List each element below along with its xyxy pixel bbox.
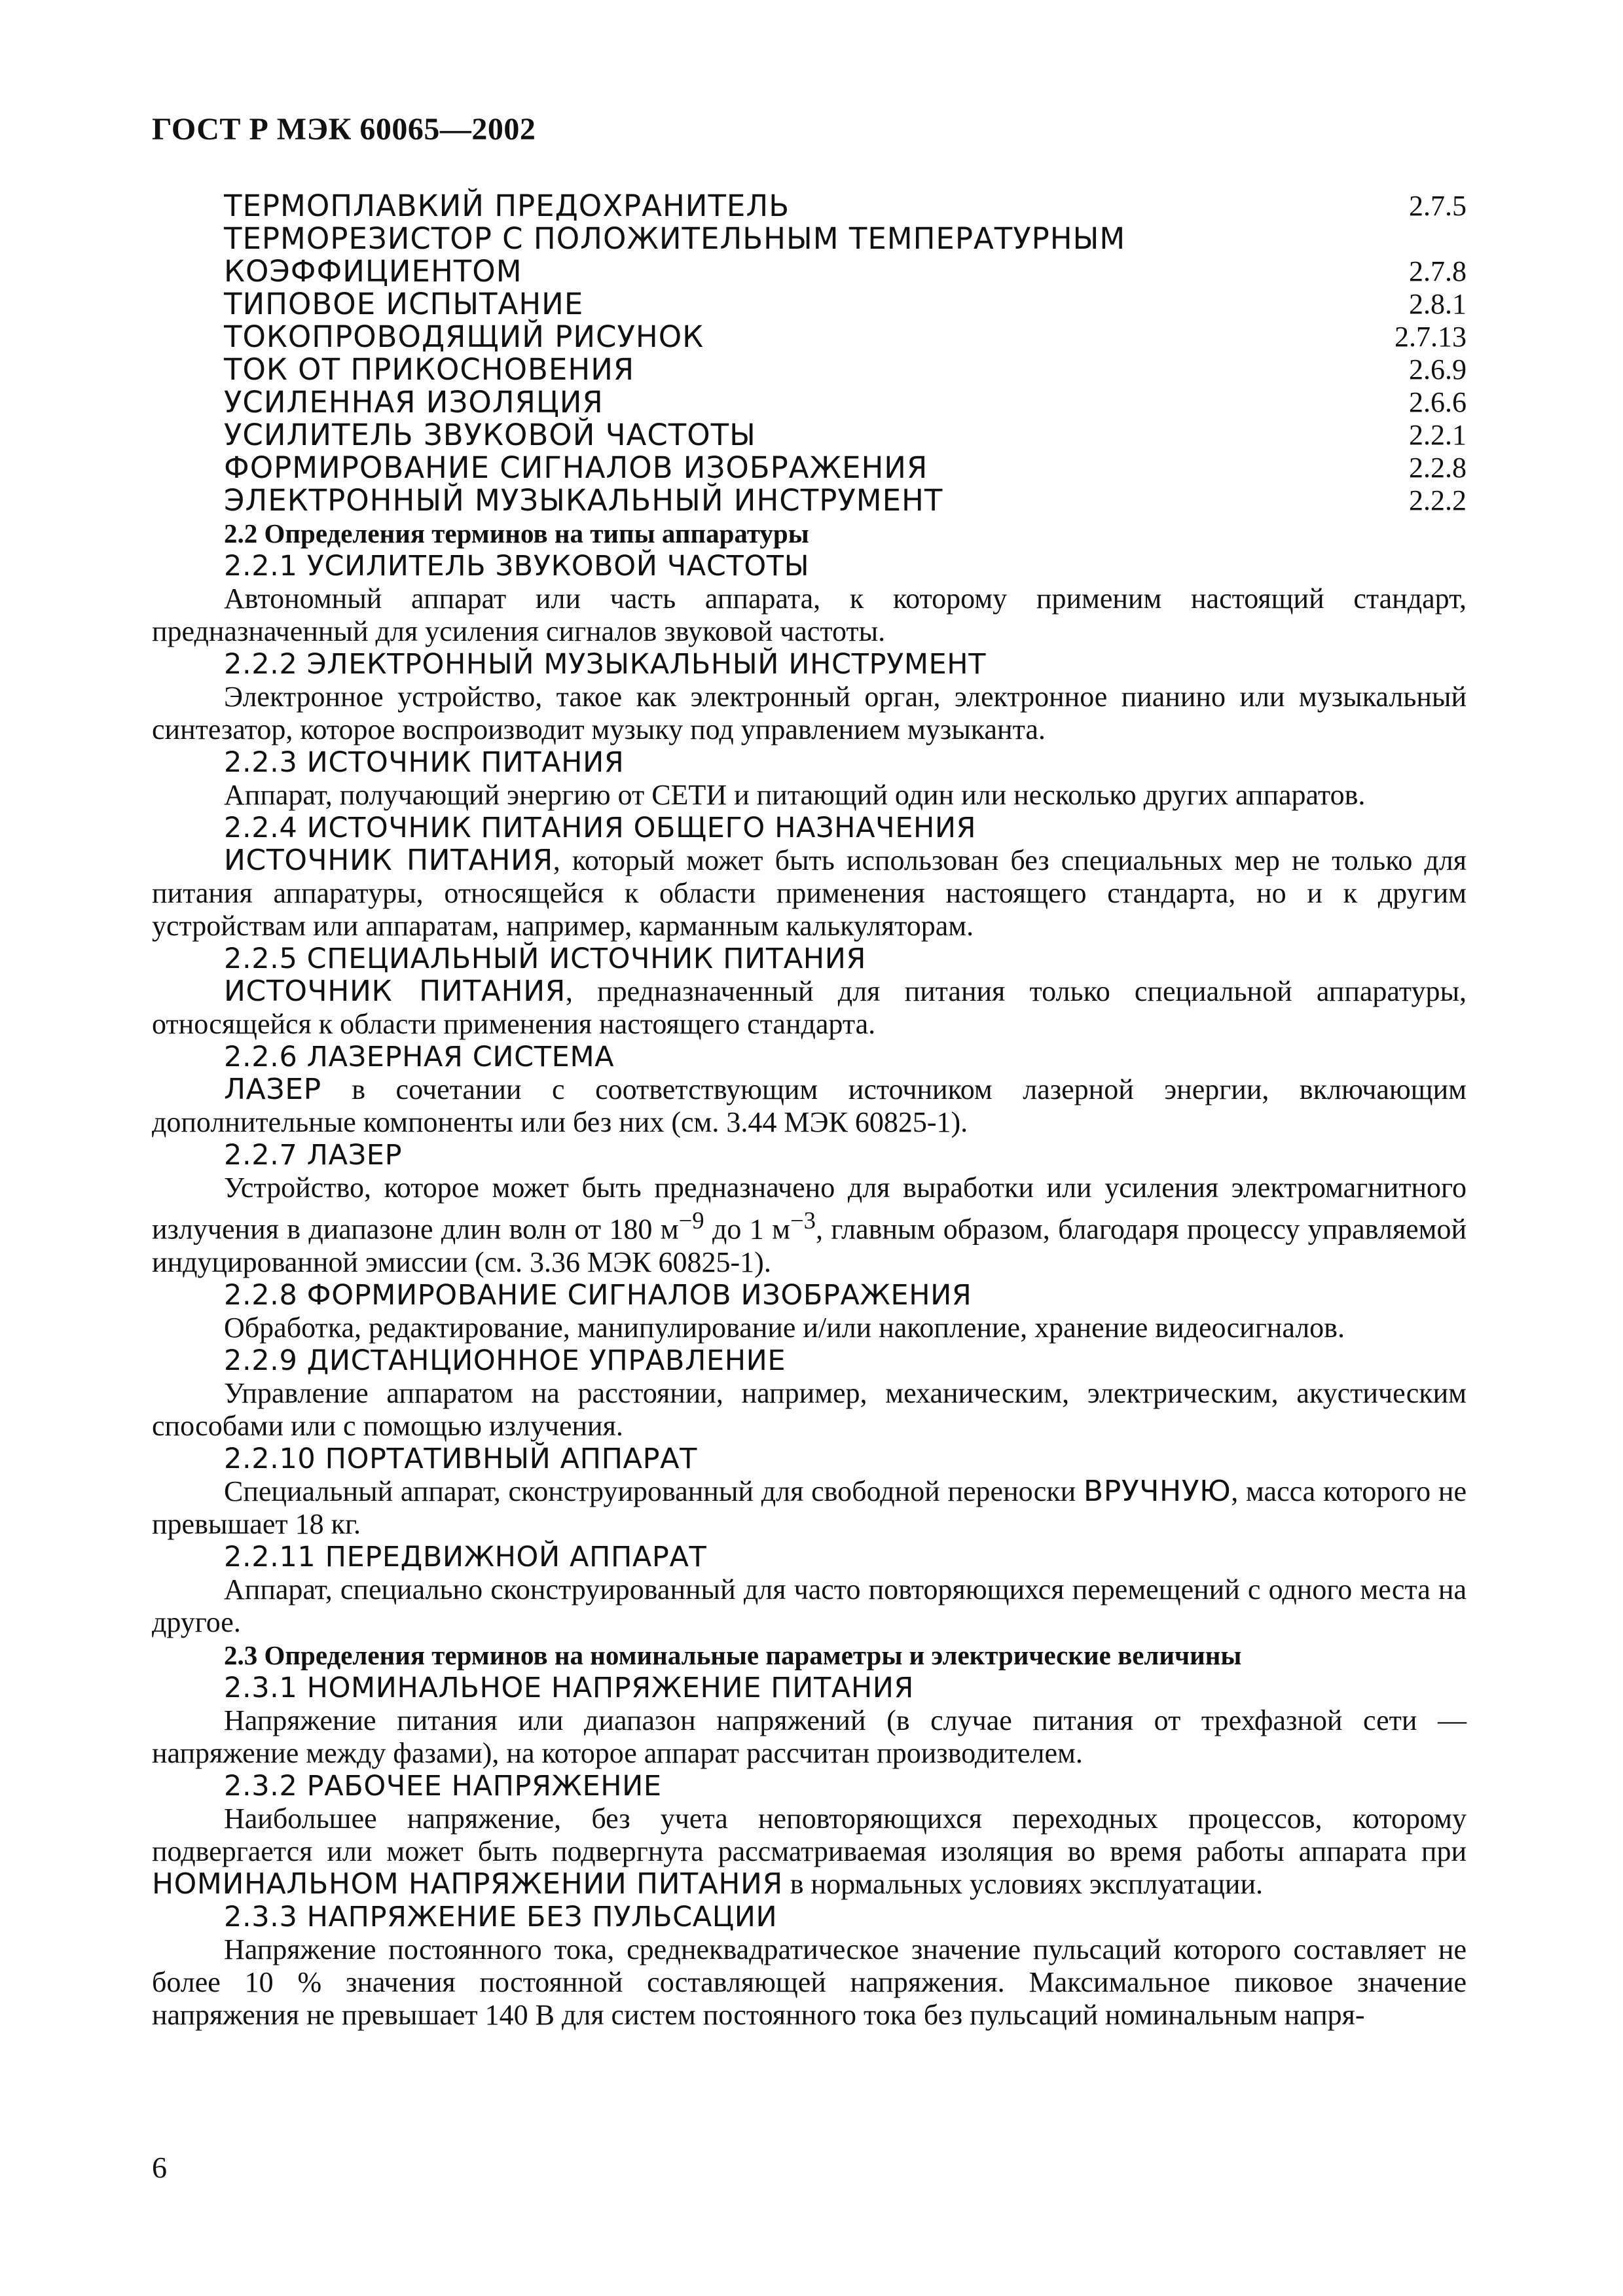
definition-term: 2.2.1 УСИЛИТЕЛЬ ЗВУКОВОЙ ЧАСТОТЫ — [224, 550, 810, 583]
index-ref: 2.7.13 — [1395, 321, 1467, 353]
index-ref: 2.7.5 — [1409, 190, 1467, 222]
index-ref: 2.6.6 — [1409, 386, 1467, 418]
document-header: ГОСТ Р МЭК 60065—2002 — [152, 112, 536, 147]
definition-text — [152, 1475, 1467, 1541]
index-term: УСИЛЕННАЯ ИЗОЛЯЦИЯ — [224, 385, 604, 420]
definition-text: Автономный аппарат или часть аппарата, к которому применим настоящий стандарт, предназначенный для усиления сигналов звуковой частоты. — [152, 583, 1467, 647]
defined-term-reference: ЛАЗЕР — [224, 1073, 321, 1106]
definition-text — [152, 1172, 1467, 1279]
definition-text: Напряжение постоянного тока, среднеквадратическое значение пульсаций которого составляет не более 10 % значения постоянной составляющей напряжения. Максимальное пиковое значение напряжения не превышает 140 В для систем постоянного тока без пульсаций номинальным напря- — [152, 1933, 1467, 2031]
definition-text: Напряжение питания или диапазон напряжений (в случае питания от трехфазной сети — напряжение между фазами), на которое аппарат рассчитан производителем. — [152, 1704, 1467, 1769]
term-index — [152, 190, 1467, 517]
definition-body: , главным образом, благодаря процессу управляемой индуцированной эмиссии (см. 3.36 МЭК 60825-1). — [152, 1213, 1467, 1278]
index-entry — [152, 484, 1467, 517]
index-term: УСИЛИТЕЛЬ ЗВУКОВОЙ ЧАСТОТЫ — [224, 418, 756, 452]
page-content — [152, 190, 1467, 2032]
definition-term: 2.3.1 НОМИНАЛЬНОЕ НАПРЯЖЕНИЕ ПИТАНИЯ — [224, 1671, 914, 1704]
definition-body: в нормальных условиях эксплуатации. — [782, 1867, 1263, 1900]
page-number: 6 — [152, 2151, 167, 2184]
definition-text: Обработка, редактирование, манипулирование и/или накопление, хранение видеосигналов. — [224, 1311, 1345, 1344]
definition-body: , масса которого не превышает 18 кг. — [152, 1475, 1467, 1540]
index-ref: 2.7.8 — [1409, 255, 1467, 287]
index-entry — [152, 321, 1467, 353]
index-entry — [152, 190, 1467, 223]
index-entry — [152, 419, 1467, 452]
index-term: ФОРМИРОВАНИЕ СИГНАЛОВ ИЗОБРАЖЕНИЯ — [224, 450, 928, 485]
index-entry — [152, 386, 1467, 419]
index-term: ТЕРМОПЛАВКИЙ ПРЕДОХРАНИТЕЛЬ — [224, 188, 790, 223]
exponent: −9 — [678, 1207, 704, 1234]
index-entry — [152, 452, 1467, 484]
definition-text: Аппарат, специально сконструированный для часто повторяющихся перемещений с одного места на другое. — [152, 1573, 1467, 1638]
index-entry — [152, 288, 1467, 321]
definition-body: , который может быть использован без специальных мер не только для питания аппаратуры, относящейся к области применения настоящего стандарта, но и к другим устройствам или аппаратам, например, карманным калькуляторам. — [152, 844, 1467, 942]
index-entry — [152, 353, 1467, 386]
definition-text: Аппарат, получающий энергию от СЕТИ и питающий один или несколько других аппаратов. — [224, 779, 1366, 811]
definition-term: 2.3.2 РАБОЧЕЕ НАПРЯЖЕНИЕ — [224, 1769, 662, 1803]
definition-body: Устройство, которое может быть предназначено для выработки или усиления электромагнитного излучения в диапазоне длин волн от 180 м — [152, 1172, 1467, 1246]
definition-text — [152, 1073, 1467, 1139]
exponent: −3 — [790, 1207, 816, 1234]
index-ref: 2.6.9 — [1409, 353, 1467, 386]
index-term: ТОК ОТ ПРИКОСНОВЕНИЯ — [224, 352, 635, 387]
index-entry — [152, 255, 1467, 288]
definition-term: 2.2.11 ПЕРЕДВИЖНОЙ АППАРАТ — [224, 1540, 707, 1573]
index-term-line: ТЕРМОРЕЗИСТОР С ПОЛОЖИТЕЛЬНЫМ ТЕМПЕРАТУРНЫМ — [224, 221, 1126, 256]
definition-term: 2.2.4 ИСТОЧНИК ПИТАНИЯ ОБЩЕГО НАЗНАЧЕНИЯ — [224, 812, 977, 844]
definition-term: 2.2.6 ЛАЗЕРНАЯ СИСТЕМА — [224, 1041, 615, 1073]
definition-term: 2.2.3 ИСТОЧНИК ПИТАНИЯ — [224, 746, 625, 779]
section-heading: 2.2 Определения терминов на типы аппаратуры — [224, 518, 809, 548]
definition-term: 2.2.2 ЭЛЕКТРОННЫЙ МУЗЫКАЛЬНЫЙ ИНСТРУМЕНТ — [224, 648, 987, 681]
section-heading: 2.3 Определения терминов на номинальные параметры и электрические величины — [224, 1640, 1242, 1670]
index-ref: 2.8.1 — [1409, 288, 1467, 320]
definition-body: Наибольшее напряжение, без учета неповторяющихся переходных процессов, которому подвергается или может быть подвергнута рассматриваемая изоляция во время работы аппарата при — [152, 1802, 1467, 1867]
definition-body: в сочетании с соответствующим источником лазерной энергии, включающим дополнительные компоненты или без них (см. 3.44 МЭК 60825-1). — [152, 1073, 1467, 1138]
definition-body: Специальный аппарат, сконструированный для свободной переноски — [224, 1475, 1084, 1507]
defined-term-reference: ВРУЧНУЮ — [1083, 1474, 1231, 1508]
definition-text: Электронное устройство, такое как электронный орган, электронное пианино или музыкальный синтезатор, которое воспроизводит музыку под управлением музыканта. — [152, 681, 1467, 745]
definition-text — [152, 1803, 1467, 1901]
index-term: ТОКОПРОВОДЯЩИЙ РИСУНОК — [224, 319, 704, 354]
index-term: КОЭФФИЦИЕНТОМ — [224, 254, 522, 289]
definition-term: 2.2.8 ФОРМИРОВАНИЕ СИГНАЛОВ ИЗОБРАЖЕНИЯ — [224, 1278, 972, 1312]
definition-text — [152, 975, 1467, 1041]
defined-term-reference: НОМИНАЛЬНОМ НАПРЯЖЕНИИ ПИТАНИЯ — [152, 1867, 783, 1901]
definition-term: 2.2.10 ПОРТАТИВНЫЙ АППАРАТ — [224, 1442, 697, 1475]
defined-term-reference: ИСТОЧНИК ПИТАНИЯ — [224, 844, 553, 877]
definition-term: 2.3.3 НАПРЯЖЕНИЕ БЕЗ ПУЛЬСАЦИИ — [224, 1900, 778, 1933]
definition-text — [152, 844, 1467, 942]
index-ref: 2.2.1 — [1409, 419, 1467, 451]
index-ref: 2.2.8 — [1409, 452, 1467, 484]
definition-body: , предназначенный для питания только специальной аппаратуры, относящейся к области применения настоящего стандарта. — [152, 975, 1467, 1040]
index-term: ТИПОВОЕ ИСПЫТАНИЕ — [224, 287, 584, 321]
index-ref: 2.2.2 — [1409, 484, 1467, 516]
definition-term: 2.2.7 ЛАЗЕР — [224, 1139, 403, 1172]
definition-text: Управление аппаратом на расстоянии, например, механическим, электрическим, акустическим способами или с помощью излучения. — [152, 1376, 1467, 1442]
definition-term: 2.2.5 СПЕЦИАЛЬНЫЙ ИСТОЧНИК ПИТАНИЯ — [224, 942, 866, 975]
definition-body: до 1 м — [704, 1213, 790, 1246]
definition-term: 2.2.9 ДИСТАНЦИОННОЕ УПРАВЛЕНИЕ — [224, 1344, 786, 1377]
defined-term-reference: ИСТОЧНИК ПИТАНИЯ — [224, 975, 566, 1008]
index-term: ЭЛЕКТРОННЫЙ МУЗЫКАЛЬНЫЙ ИНСТРУМЕНТ — [224, 483, 943, 518]
